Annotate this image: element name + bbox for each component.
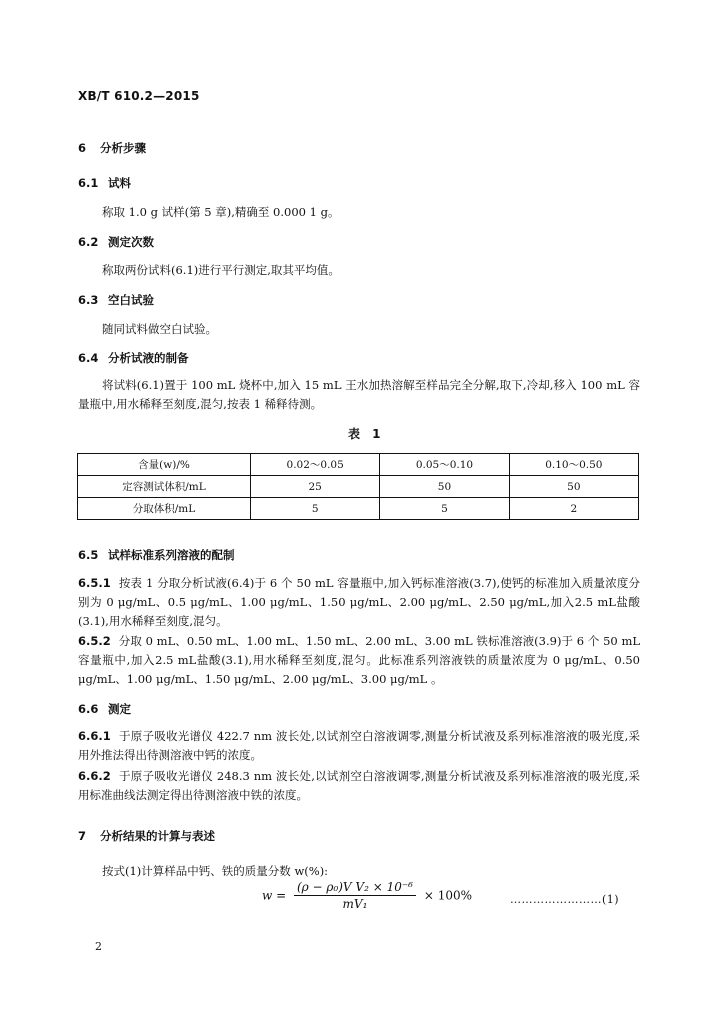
subsection-6-3-heading [78, 292, 154, 308]
subsection-number: 6.2 [78, 235, 99, 249]
standard-id: XB/T 610.2—2015 [78, 89, 200, 103]
paragraph-6-5-1 [78, 574, 640, 631]
subsection-title: 测定 [108, 702, 131, 716]
table-cell: 0.10～0.50 [509, 454, 638, 476]
table-cell: 2 [509, 498, 638, 520]
subsection-number: 6.1 [78, 176, 99, 190]
subsection-6-4-heading [78, 350, 189, 366]
paragraph-text: 按表 1 分取分析试液(6.4)于 6 个 50 mL 容量瓶中,加入钙标准溶液(3.7),使钙的标准加入质量浓度分别为 0 μg/mL、0.5 μg/mL、1.00 μg/mL、1.50 μg/mL、2.00 μg/mL、2.50 μg/mL,加入2.5 mL盐酸(3.1),用水稀释至刻度,混匀。 [78, 576, 640, 628]
paragraph-text: 于原子吸收光谱仪 248.3 nm 波长处,以试剂空白溶液调零,测量分析试液及系列标准溶液的吸光度,采用标准曲线法测定得出待测溶液中铁的浓度。 [78, 769, 640, 802]
table-cell: 25 [251, 476, 380, 498]
paragraph-number: 6.6.2 [78, 769, 111, 783]
section-number: 7 [78, 829, 87, 843]
paragraph-number: 6.5.1 [78, 576, 111, 590]
formula-lhs: w = [262, 888, 287, 903]
section-6-heading [78, 140, 146, 156]
subsection-number: 6.3 [78, 293, 99, 307]
subsection-6-5-heading [78, 547, 235, 563]
paragraph-text: 分取 0 mL、0.50 mL、1.00 mL、1.50 mL、2.00 mL、3.00 mL 铁标准溶液(3.9)于 6 个 50 mL 容量瓶中,加入2.5 mL盐酸(3.1),用水稀释至刻度,混匀。此标准系列溶液铁的质量浓度为 0 μg/mL、0.50 μg/mL、1.00 μg/mL、1.50 μg/mL、2.00 μg/mL、3.00 μg/mL 。 [78, 634, 640, 686]
table-caption: 表 1 [348, 427, 385, 441]
subsection-title: 试样标准系列溶液的配制 [108, 548, 235, 562]
section-title: 分析结果的计算与表述 [100, 829, 215, 843]
subsection-title: 空白试验 [108, 293, 154, 307]
table-cell: 0.05～0.10 [380, 454, 509, 476]
subsection-6-1-heading [78, 175, 131, 191]
formula-numerator: (ρ − ρ₀)V V₂ × 10⁻⁶ [294, 880, 416, 896]
subsection-title: 试料 [108, 176, 131, 190]
formula-fraction [294, 880, 416, 911]
table-cell: 50 [509, 476, 638, 498]
section-title: 分析步骤 [100, 141, 146, 155]
table-row [78, 498, 639, 520]
subsection-number: 6.6 [78, 702, 99, 716]
subsection-6-2-heading [78, 234, 154, 250]
section-7-intro: 按式(1)计算样品中钙、铁的质量分数 w(%): [102, 864, 329, 878]
paragraph-number: 6.6.1 [78, 729, 111, 743]
subsection-6-4-text: 将试料(6.1)置于 100 mL 烧杯中,加入 15 mL 王水加热溶解至样品完全分解,取下,冷却,移入 100 mL 容量瓶中,用水稀释至刻度,混匀,按表 1 稀释待测。 [78, 378, 640, 411]
subsection-number: 6.5 [78, 548, 99, 562]
paragraph-text: 于原子吸收光谱仪 422.7 nm 波长处,以试剂空白溶液调零,测量分析试液及系列标准溶液的吸光度,采用外推法得出待测溶液中钙的浓度。 [78, 729, 640, 762]
formula-denominator: mV₁ [342, 897, 368, 911]
subsection-title: 分析试液的制备 [108, 351, 189, 365]
table-cell: 5 [380, 498, 509, 520]
table-1 [77, 453, 639, 520]
table-cell: 0.02～0.05 [251, 454, 380, 476]
paragraph-number: 6.5.2 [78, 634, 111, 648]
formula-tail: × 100% [423, 888, 473, 903]
table-cell: 50 [380, 476, 509, 498]
formula-1 [262, 880, 472, 911]
section-number: 6 [78, 141, 87, 155]
table-cell: 定容测试体积/mL [78, 476, 251, 498]
table-row [78, 454, 639, 476]
equation-label: ……………………(1) [510, 893, 620, 906]
subsection-title: 测定次数 [108, 235, 154, 249]
subsection-6-2-text: 称取两份试料(6.1)进行平行测定,取其平均值。 [102, 263, 340, 277]
subsection-number: 6.4 [78, 351, 99, 365]
subsection-6-6-heading [78, 701, 131, 717]
subsection-6-1-text: 称取 1.0 g 试样(第 5 章),精确至 0.000 1 g。 [102, 205, 340, 219]
paragraph-6-6-1 [78, 727, 640, 765]
table-cell: 分取体积/mL [78, 498, 251, 520]
page-number: 2 [95, 940, 102, 953]
section-7-heading [78, 828, 215, 844]
paragraph-6-5-2 [78, 632, 640, 689]
table-cell: 5 [251, 498, 380, 520]
table-row [78, 476, 639, 498]
table-cell: 含量(w)/% [78, 454, 251, 476]
paragraph-6-6-2 [78, 767, 640, 805]
subsection-6-3-text: 随同试料做空白试验。 [102, 322, 217, 336]
